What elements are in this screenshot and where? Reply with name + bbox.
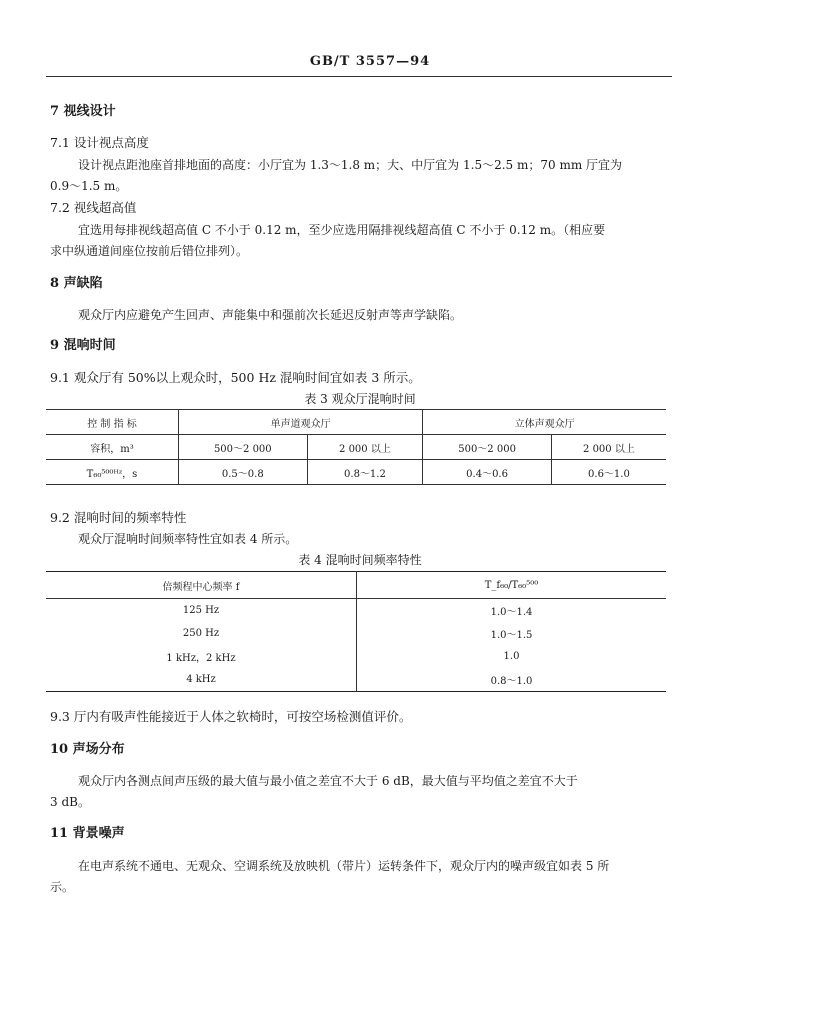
page-header-standard-code: GB/T 3557—94 <box>309 54 431 69</box>
table-4-header-ratio: T_f₆₀/T₆₀⁵⁰⁰ <box>357 572 667 599</box>
section-7-2-line-2: 求中纵通道间座位按前后错位排列）。 <box>50 244 249 258</box>
section-7-2-title: 7.2 视线超高值 <box>50 200 137 215</box>
table-4-cell: 250 Hz <box>182 628 220 639</box>
section-8-text: 观众厅内应避免产生回声、声能集中和强前次长延迟反射声等声学缺陷。 <box>78 308 463 322</box>
section-9-3-text: 9.3 厅内有吸声性能接近于人体之软椅时，可按空场检测值评价。 <box>50 709 412 724</box>
section-7-2-line-1: 宜选用每排视线超高值 C 不小于 0.12 m，至少应选用隔排视线超高值 C 不小于 0.12 m。（相应要 <box>78 223 606 237</box>
table-4-cell: 0.8～1.0 <box>357 668 667 692</box>
table-4-frequency-characteristics <box>46 571 666 692</box>
table-4-cell: 125 Hz <box>182 605 220 616</box>
section-7-1-title: 7.1 设计视点高度 <box>50 135 149 150</box>
section-10-title: 10 声场分布 <box>50 742 125 757</box>
table-4-cell: 4 kHz <box>186 674 216 685</box>
table-4-cell: 1 kHz，2 kHz <box>166 653 236 664</box>
table-3-cell: 2 000 以上 <box>551 435 666 460</box>
table-3-cell: 0.5～0.8 <box>179 460 308 485</box>
table-3-cell: 500～2 000 <box>179 435 308 460</box>
table-4-cell: 1.0～1.5 <box>357 622 667 645</box>
table-3-row-t60-label: T₆₀⁵⁰⁰ᴴᶻ，s <box>46 460 179 485</box>
section-8-title: 8 声缺陷 <box>50 276 103 291</box>
table-3-header-control-index: 控 制 指 标 <box>46 410 179 435</box>
table-3-caption: 表 3 观众厅混响时间 <box>304 392 416 406</box>
section-11-line-2: 示。 <box>50 880 75 894</box>
table-3-cell: 0.8～1.2 <box>307 460 423 485</box>
section-9-1-text: 9.1 观众厅有 50%以上观众时，500 Hz 混响时间宜如表 3 所示。 <box>50 370 421 385</box>
section-11-title: 11 背景噪声 <box>50 826 125 841</box>
table-4-cell: 1.0 <box>357 645 667 668</box>
table-3-cell: 2 000 以上 <box>307 435 423 460</box>
section-10-line-1: 观众厅内各测点间声压级的最大值与最小值之差宜不大于 6 dB，最大值与平均值之差宜不大于 <box>78 774 578 788</box>
table-4-cell: 1.0～1.4 <box>357 599 667 623</box>
section-9-title: 9 混响时间 <box>50 338 116 353</box>
section-7-title: 7 视线设计 <box>50 104 116 119</box>
section-9-2-text: 观众厅混响时间频率特性宜如表 4 所示。 <box>78 532 298 546</box>
section-11-line-1: 在电声系统不通电、无观众、空调系统及放映机（带片）运转条件下，观众厅内的噪声级宜如表 5 所 <box>78 859 610 873</box>
table-3-cell: 0.6～1.0 <box>551 460 666 485</box>
table-4-header-frequency: 倍频程中心频率 f <box>46 572 357 599</box>
table-3-header-stereo: 立体声观众厅 <box>423 410 666 435</box>
section-10-line-2: 3 dB。 <box>50 795 90 809</box>
section-7-1-line-2: 0.9～1.5 m。 <box>50 179 128 193</box>
section-9-2-title: 9.2 混响时间的频率特性 <box>50 510 187 525</box>
table-3-header-mono: 单声道观众厅 <box>179 410 423 435</box>
table-3-reverberation <box>46 409 666 485</box>
table-3-cell: 0.4～0.6 <box>423 460 552 485</box>
table-4-caption: 表 4 混响时间频率特性 <box>298 553 422 567</box>
table-3-row-volume-label: 容积，m³ <box>46 435 179 460</box>
header-rule <box>46 76 672 77</box>
section-7-1-line-1: 设计视点距池座首排地面的高度：小厅宜为 1.3～1.8 m；大、中厅宜为 1.5～2.5 m；70 mm 厅宜为 <box>78 158 623 172</box>
table-3-cell: 500～2 000 <box>423 435 552 460</box>
